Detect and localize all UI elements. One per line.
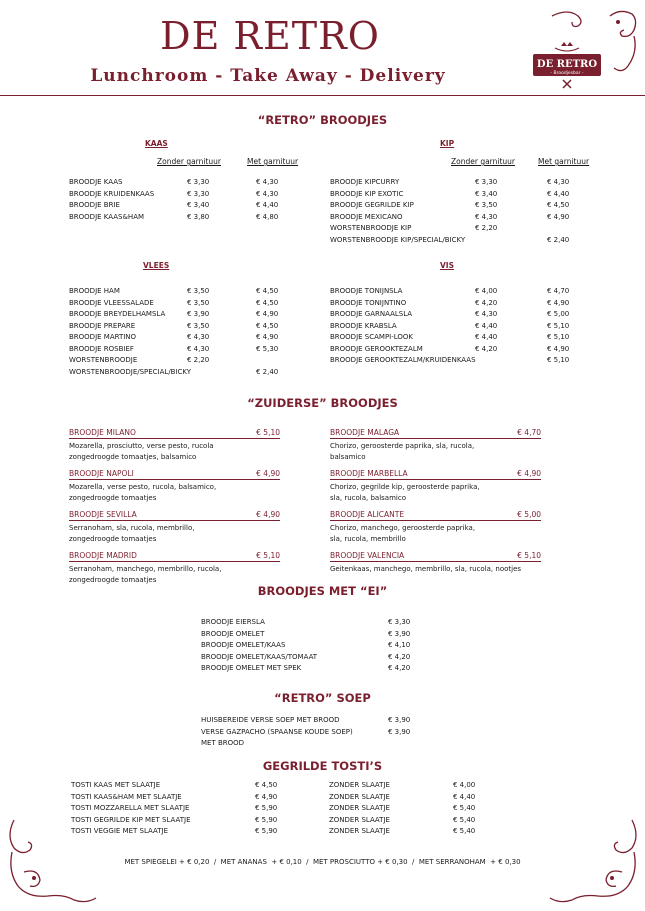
menu-item-header bbox=[69, 550, 280, 562]
zuiderse-left bbox=[69, 427, 280, 591]
list-item bbox=[201, 652, 431, 664]
menu-item-header bbox=[69, 509, 280, 521]
list-item bbox=[71, 792, 571, 804]
list-item bbox=[330, 355, 590, 367]
item-price: € 4,90 bbox=[256, 469, 280, 478]
item-price-zonder: € 3,80 bbox=[187, 212, 210, 221]
item-alt-name: ZONDER SLAATJE bbox=[329, 804, 390, 812]
item-description: Serranoham, sla, rucola, membrillo, bbox=[69, 524, 195, 532]
item-name: BROODJE KAAS&HAM bbox=[69, 212, 145, 221]
item-price: € 5,90 bbox=[255, 827, 278, 835]
item-name: BROODJE MILANO bbox=[69, 428, 136, 437]
item-price-met: € 5,10 bbox=[547, 356, 570, 364]
menu-item-block bbox=[330, 509, 541, 550]
item-name: BROODJE OMELET/KAAS/TOMAAT bbox=[201, 652, 318, 661]
item-price-zonder: € 4,40 bbox=[475, 333, 498, 341]
logo-tag: - Broodjesbar - bbox=[550, 71, 584, 76]
menu-item-header bbox=[330, 550, 541, 562]
item-name: BROODJE ROSBIEF bbox=[69, 344, 134, 353]
item-price: € 4,90 bbox=[517, 469, 541, 478]
item-name: BROODJE KIPCURRY bbox=[330, 178, 400, 186]
item-price-met: € 4,80 bbox=[256, 212, 279, 221]
item-price: € 4,90 bbox=[256, 510, 280, 519]
item-alt-name: ZONDER SLAATJE bbox=[329, 781, 390, 789]
item-alt-name: ZONDER SLAATJE bbox=[329, 815, 390, 824]
item-price-met: € 4,30 bbox=[256, 189, 279, 198]
item-description: zongedroogde tomaatjes bbox=[69, 576, 157, 584]
item-name: WORSTENBROODJE bbox=[69, 356, 138, 364]
menu-item-header bbox=[69, 427, 280, 439]
item-price: € 3,30 bbox=[388, 618, 411, 626]
item-price-zonder: € 3,40 bbox=[475, 189, 498, 198]
list-item bbox=[330, 344, 590, 356]
item-description: Chorizo, gegrilde kip, geroosterde paprika, bbox=[330, 483, 480, 491]
item-name: MET BROOD bbox=[201, 739, 245, 747]
list-item bbox=[330, 332, 590, 344]
list-item bbox=[330, 200, 590, 212]
list-item bbox=[330, 223, 590, 235]
item-price-zonder: € 3,30 bbox=[475, 178, 498, 186]
item-alt-price: € 5,40 bbox=[453, 804, 476, 812]
item-name: WORSTENBROODJE KIP bbox=[330, 224, 412, 232]
item-description: zongedroogde tomaatjes bbox=[69, 535, 157, 543]
list-item bbox=[69, 367, 299, 379]
item-name: BROODJE BREYDELHAMSLA bbox=[69, 310, 166, 318]
item-price: € 4,20 bbox=[388, 664, 411, 672]
list-item bbox=[201, 640, 431, 652]
item-name: HUISBEREIDE VERSE SOEP MET BROOD bbox=[201, 716, 340, 724]
item-price-zonder: € 2,20 bbox=[475, 224, 498, 232]
list-kip bbox=[330, 177, 590, 246]
item-alt-price: € 4,40 bbox=[453, 792, 476, 801]
item-price: € 5,90 bbox=[255, 815, 278, 824]
item-price: € 5,10 bbox=[256, 551, 280, 560]
item-price-zonder: € 3,50 bbox=[475, 201, 498, 209]
item-price-met: € 4,50 bbox=[256, 287, 279, 295]
item-name: TOSTI KAAS MET SLAATJE bbox=[71, 781, 161, 789]
section-title-zuiderse: “ZUIDERSE” BROODJES bbox=[247, 396, 398, 410]
item-description: Geitenkaas, manchego, membrillo, sla, rucola, nootjes bbox=[330, 565, 522, 573]
item-price-met: € 4,90 bbox=[256, 310, 279, 318]
column-header-met: Met garnituur bbox=[538, 157, 590, 166]
list-item bbox=[71, 815, 571, 827]
item-price-zonder: € 3,90 bbox=[187, 310, 210, 318]
item-name: TOSTI GEGRILDE KIP MET SLAATJE bbox=[71, 815, 191, 824]
column-header-met: Met garnituur bbox=[247, 157, 299, 166]
item-price-met: € 4,90 bbox=[256, 333, 279, 341]
zuiderse-right bbox=[330, 427, 541, 591]
item-price-zonder: € 4,30 bbox=[475, 212, 498, 221]
list-tostis bbox=[71, 780, 571, 838]
item-name: BROODJE VALENCIA bbox=[330, 551, 405, 560]
section-title-retro-broodjes: “RETRO” BROODJES bbox=[257, 113, 388, 127]
item-name: BROODJE BRIE bbox=[69, 201, 120, 209]
item-name: BROODJE SCAMPI-LOOK bbox=[330, 333, 414, 341]
subsection-title-vis: VIS bbox=[440, 261, 454, 270]
item-name: BROODJE OMELET/KAAS bbox=[201, 641, 286, 649]
list-item bbox=[330, 298, 590, 310]
item-name: BROODJE KRABSLA bbox=[330, 321, 397, 330]
subsection-title-vlees: VLEES bbox=[143, 261, 170, 270]
item-price: € 4,50 bbox=[255, 781, 278, 789]
item-price-met: € 4,90 bbox=[547, 298, 570, 307]
list-item bbox=[69, 298, 299, 310]
item-price-met: € 4,90 bbox=[547, 344, 570, 353]
item-price: € 4,90 bbox=[255, 792, 278, 801]
item-name: BROODJE OMELET bbox=[201, 629, 265, 638]
item-name: BROODJE KAAS bbox=[69, 178, 123, 186]
item-name: TOSTI MOZZARELLA MET SLAATJE bbox=[71, 804, 190, 812]
header-divider bbox=[0, 95, 645, 96]
item-price-zonder: € 4,40 bbox=[475, 321, 498, 330]
list-item bbox=[69, 286, 299, 298]
item-description: Mozarella, verse pesto, rucola, balsamico, bbox=[69, 483, 217, 491]
menu-item-header bbox=[330, 509, 541, 521]
item-price-met: € 4,90 bbox=[547, 212, 570, 221]
item-price-zonder: € 3,30 bbox=[187, 178, 210, 186]
list-item bbox=[69, 189, 299, 201]
item-name: BROODJE MEXICANO bbox=[330, 212, 403, 221]
section-title-soep: “RETRO” SOEP bbox=[274, 691, 371, 705]
list-item bbox=[330, 235, 590, 247]
item-alt-name: ZONDER SLAATJE bbox=[329, 792, 390, 801]
menu-item-header bbox=[69, 468, 280, 480]
list-item bbox=[69, 309, 299, 321]
list-vis bbox=[330, 286, 590, 367]
item-alt-name: ZONDER SLAATJE bbox=[329, 827, 390, 835]
list-item bbox=[330, 177, 590, 189]
list-item bbox=[69, 212, 299, 224]
item-name: BROODJE MADRID bbox=[69, 551, 137, 560]
menu-item-block bbox=[69, 509, 280, 550]
logo-cutlery-icon bbox=[563, 80, 571, 88]
item-price-met: € 4,40 bbox=[547, 189, 570, 198]
item-alt-price: € 4,00 bbox=[453, 781, 476, 789]
item-price-met: € 4,50 bbox=[256, 298, 279, 307]
menu-item-block bbox=[330, 427, 541, 468]
item-price: € 5,10 bbox=[256, 428, 280, 437]
item-name: BROODJE ALICANTE bbox=[330, 510, 405, 519]
page-title: DE RETRO bbox=[160, 14, 380, 58]
item-price-zonder: € 4,30 bbox=[187, 333, 210, 341]
item-name: BROODJE TONIJNSLA bbox=[330, 287, 403, 295]
item-price: € 5,90 bbox=[255, 804, 278, 812]
list-item bbox=[201, 727, 431, 739]
list-item bbox=[69, 200, 299, 212]
list-item bbox=[69, 355, 299, 367]
item-alt-price: € 5,40 bbox=[453, 827, 476, 835]
menu-item-block bbox=[69, 468, 280, 509]
item-name: BROODJE MARBELLA bbox=[330, 469, 408, 478]
list-item bbox=[69, 177, 299, 189]
menu-item-header bbox=[330, 468, 541, 480]
item-name: BROODJE KIP EXOTIC bbox=[330, 189, 404, 198]
list-item bbox=[71, 826, 571, 838]
item-name: BROODJE GEGRILDE KIP bbox=[330, 201, 414, 209]
item-price: € 3,90 bbox=[388, 629, 411, 638]
section-title-tostis: GEGRILDE TOSTI’S bbox=[262, 759, 383, 773]
subsection-title-kaas: KAAS bbox=[145, 139, 168, 148]
footer-extras: MET SPIEGELEI + € 0,20 / MET ANANAS + € 0,10 / MET PROSCIUTTO + € 0,30 / MET SERRANOHAM + € 0,30 bbox=[124, 858, 521, 866]
item-description: Chorizo, manchego, geroosterde paprika, bbox=[330, 524, 476, 532]
list-item bbox=[201, 738, 431, 750]
subsection-title-kip: KIP bbox=[440, 139, 455, 148]
list-vlees bbox=[69, 286, 299, 378]
item-price-met: € 4,50 bbox=[256, 321, 279, 330]
item-name: BROODJE GEROOKTEZALM/KRUIDENKAAS bbox=[330, 356, 476, 364]
list-item bbox=[330, 286, 590, 298]
list-kaas bbox=[69, 177, 299, 223]
item-description: Serranoham, manchego, membrillo, rucola, bbox=[69, 565, 222, 573]
list-item bbox=[69, 321, 299, 333]
section-title-ei: BROODJES MET “EI” bbox=[257, 584, 388, 598]
item-description: zongedroogde tomaatjes bbox=[69, 494, 157, 502]
column-header-zonder: Zonder garnituur bbox=[451, 157, 515, 166]
list-soep bbox=[201, 715, 431, 750]
item-name: BROODJE GEROOKTEZALM bbox=[330, 344, 423, 353]
list-item bbox=[330, 321, 590, 333]
item-name: BROODJE KRUIDENKAAS bbox=[69, 189, 155, 198]
item-description: zongedroogde tomaatjes, balsamico bbox=[69, 453, 197, 461]
item-price-zonder: € 4,20 bbox=[475, 344, 498, 353]
item-price-met: € 4,70 bbox=[547, 287, 570, 295]
item-name: BROODJE TONIJNTINO bbox=[330, 298, 407, 307]
list-item bbox=[201, 715, 431, 727]
item-price-met: € 4,30 bbox=[547, 178, 570, 186]
item-price: € 5,00 bbox=[517, 510, 541, 519]
list-item bbox=[330, 189, 590, 201]
item-name: BROODJE VLEESSALADE bbox=[69, 298, 154, 307]
ornament-top-right-icon bbox=[548, 6, 640, 78]
item-description: Chorizo, geroosterde paprika, sla, rucola, bbox=[330, 442, 475, 450]
item-description: balsamico bbox=[330, 453, 366, 461]
item-alt-price: € 5,40 bbox=[453, 815, 476, 824]
item-name: BROODJE MALAGA bbox=[330, 428, 400, 437]
item-name: BROODJE SEVILLA bbox=[69, 510, 137, 519]
item-name: BROODJE OMELET MET SPEK bbox=[201, 664, 302, 672]
item-description: Mozarella, prosciutto, verse pesto, rucola bbox=[69, 442, 214, 450]
item-price-zonder: € 4,20 bbox=[475, 298, 498, 307]
item-price-met: € 5,30 bbox=[256, 344, 279, 353]
item-description: sla, rucola, balsamico bbox=[330, 494, 406, 502]
item-price: € 4,20 bbox=[388, 652, 411, 661]
item-price-met: € 5,10 bbox=[547, 321, 570, 330]
item-price-met: € 4,30 bbox=[256, 178, 279, 186]
item-price-zonder: € 2,20 bbox=[187, 356, 210, 364]
item-name: TOSTI VEGGIE MET SLAATJE bbox=[71, 827, 169, 835]
item-price-met: € 2,40 bbox=[547, 235, 570, 244]
item-price: € 3,90 bbox=[388, 716, 411, 724]
item-price-zonder: € 3,50 bbox=[187, 287, 210, 295]
list-ei bbox=[201, 617, 431, 675]
menu-item-block bbox=[330, 468, 541, 509]
item-price-met: € 5,10 bbox=[547, 333, 570, 341]
item-name: BROODJE HAM bbox=[69, 287, 120, 295]
list-item bbox=[201, 629, 431, 641]
column-header-zonder: Zonder garnituur bbox=[157, 157, 221, 166]
page-subtitle: Lunchroom - Take Away - Delivery bbox=[90, 66, 446, 86]
item-price: € 4,10 bbox=[388, 641, 411, 649]
list-item bbox=[330, 309, 590, 321]
menu-item-block bbox=[69, 427, 280, 468]
item-name: TOSTI KAAS&HAM MET SLAATJE bbox=[71, 792, 182, 801]
item-price: € 3,90 bbox=[388, 727, 411, 736]
item-name: VERSE GAZPACHO (SPAANSE KOUDE SOEP) bbox=[201, 727, 353, 736]
item-price-zonder: € 4,00 bbox=[475, 287, 498, 295]
item-price-met: € 2,40 bbox=[256, 367, 279, 376]
list-item bbox=[71, 780, 571, 792]
list-item bbox=[201, 617, 431, 629]
item-price: € 5,10 bbox=[517, 551, 541, 560]
item-price-zonder: € 3,50 bbox=[187, 298, 210, 307]
list-item bbox=[69, 332, 299, 344]
item-name: BROODJE MARTINO bbox=[69, 333, 137, 341]
list-item bbox=[71, 803, 571, 815]
item-price-zonder: € 3,50 bbox=[187, 321, 210, 330]
item-price: € 4,70 bbox=[517, 428, 541, 437]
item-name: WORSTENBROODJE KIP/SPECIAL/BICKY bbox=[330, 235, 466, 244]
item-name: BROODJE PREPARE bbox=[69, 321, 136, 330]
item-price-zonder: € 3,30 bbox=[187, 189, 210, 198]
item-name: WORSTENBROODJE/SPECIAL/BICKY bbox=[69, 367, 192, 376]
item-price-zonder: € 4,30 bbox=[187, 344, 210, 353]
list-item bbox=[69, 344, 299, 356]
item-description: sla, rucola, membrillo bbox=[330, 535, 406, 543]
item-name: BROODJE EIERSLA bbox=[201, 618, 265, 626]
item-price-met: € 4,50 bbox=[547, 201, 570, 209]
item-name: BROODJE GARNAALSLA bbox=[330, 310, 413, 318]
menu-item-header bbox=[330, 427, 541, 439]
item-name: BROODJE NAPOLI bbox=[69, 469, 134, 478]
list-item bbox=[201, 663, 431, 675]
logo-name: DE RETRO bbox=[536, 59, 598, 70]
item-price-zonder: € 3,40 bbox=[187, 201, 210, 209]
item-price-zonder: € 4,30 bbox=[475, 310, 498, 318]
item-price-met: € 4,40 bbox=[256, 201, 279, 209]
item-price-met: € 5,00 bbox=[547, 310, 570, 318]
list-item bbox=[330, 212, 590, 224]
